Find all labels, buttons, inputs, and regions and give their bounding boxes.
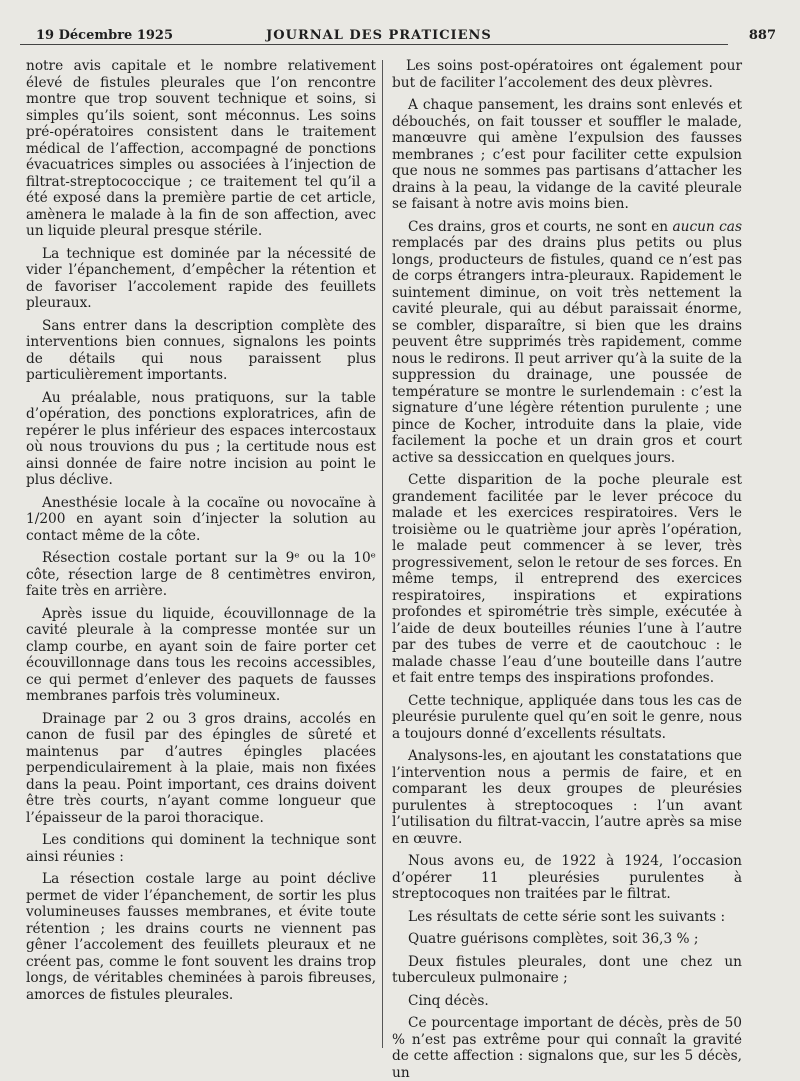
- header-rule: [20, 44, 728, 45]
- paragraph: Les soins post-opératoires ont également pour but de faciliter l’accolement des deux plèvres.: [392, 58, 742, 91]
- results-item: Quatre guérisons complètes, soit 36,3 % ;: [408, 931, 699, 947]
- header-page-number: 887: [748, 28, 776, 43]
- paragraph: notre avis capitale et le nombre relativement élevé de fistules pleurales que l’on rencontre montre que trop souvent technique et soins, si simples qu’ils soient, sont méconnus. Les soins pré-opératoires consistent dans le traitement médical de l’affection, accompagné de ponctions évacuatrices simples ou associées à l’injection de filtrat-streptococcique ; ce traitement tel qu’il a été exposé dans la première partie de cet article, amènera le malade à la fin de son affection, avec un liquide pleural presque stérile.: [26, 58, 376, 239]
- paragraph: Au préalable, nous pratiquons, sur la table d’opération, des ponctions exploratrices, afin de repérer le plus inférieur des espaces intercostaux où nous trouvions du pus ; la certitude nous est ainsi donnée de faire notre incision au point le plus déclive.: [26, 389, 376, 488]
- paragraph: Cette technique, appliquée dans tous les cas de pleurésie purulente quel qu’en soit le genre, nous a toujours donné d’excellents résultats.: [392, 692, 742, 742]
- italic-emphasis: aucun cas: [672, 218, 742, 235]
- paragraph: Les résultats de cette série sont les suivants :: [408, 908, 726, 925]
- text-run: Ces drains, gros et courts, ne sont en: [408, 218, 669, 235]
- results-item: Deux fistules pleurales, dont une chez un tuberculeux pulmonaire ;: [392, 953, 742, 986]
- header-journal-title: JOURNAL DES PRATICIENS: [266, 28, 492, 43]
- paragraph: La résection costale large au point déclive permet de vider l’épanchement, de sortir les plus volumineuses fausses membranes, et évite toute rétention ; les drains courts ne viennent pas gêner l’accolement des feuillets pleuraux et ne créent pas, comme le font souvent les drains trop longs, de véritables cheminées à parois fibreuses, amorces de fistules pleurales.: [26, 871, 376, 1003]
- paragraph: Après issue du liquide, écouvillonnage de la cavité pleurale à la compresse montée sur un clamp courbe, en ayant soin de faire porter cet écouvillonnage dans tous les recoins accessibles, ce qui permet d’enlever des paquets de fausses membranes parfois très volumineux.: [26, 605, 376, 704]
- paragraph: Ce pourcentage important de décès, près de 50 % n’est pas extrême pour qui connaît la gravité de cette affection : signalons que, sur les 5 décès, un: [392, 1015, 742, 1081]
- paragraph: Cette disparition de la poche pleurale est grandement facilitée par le lever précoce du malade et les exercices respiratoires. Vers le troisième ou le quatrième jour après l’opération, le malade peut commencer à se lever, très progressivement, selon le retour de ses forces. En même temps, il entreprend des exercices respiratoires, inspirations et expirations profondes et spirométrie très simple, exécutée à l’aide de deux bouteilles réunies l’une à l’autre par des tubes de verre et de caoutchouc : le malade chasse l’eau d’une bouteille dans l’autre et fait entre temps des inspirations profondes.: [392, 472, 742, 686]
- column-divider: [382, 60, 383, 1048]
- running-header: [30, 24, 776, 44]
- paragraph: Sans entrer dans la description complète des interventions bien connues, signalons les points de détails qui nous paraissent plus particulièrement importants.: [26, 317, 376, 383]
- paragraph: Anesthésie locale à la cocaïne ou novocaïne à 1/200 en ayant soin d’injecter la solution au contact même de la côte.: [26, 494, 376, 544]
- header-date: 19 Décembre 1925: [36, 28, 174, 43]
- results-item: Cinq décès.: [408, 992, 489, 1009]
- paragraph-drains: [392, 219, 742, 467]
- text-run: remplacés par des drains plus petits ou plus longs, producteurs de fistules, quand ce n’est pas de corps étrangers intra-pleuraux. Rapidement le suintement diminue, on voit très nettement la cavité pleurale, qui au début paraissait énorme, se combler, disparaître, si bien que les drains peuvent être supprimés très rapidement, comme nous le redirons. Il peut arriver qu’à la suite de la suppression du drainage, une poussée de température se montre le surlendemain : c’est la signature d’une légère rétention purulente ; une pince de Kocher, introduite dans la plaie, vide facilement la poche et un drain gros et court active sa dessiccation en quelques jours.: [392, 235, 742, 466]
- paragraph: A chaque pansement, les drains sont enlevés et débouchés, on fait tousser et souffler le malade, manœuvre qui amène l’expulsion des fausses membranes ; c’est pour faciliter cette expulsion que nous ne sommes pas partisans d’attacher les drains à la peau, la vidange de la cavité pleurale se faisant à notre avis moins bien.: [392, 97, 742, 212]
- paragraph: Analysons-les, en ajoutant les constatations que l’intervention nous a permis de faire, et en comparant les deux groupes de pleurésies purulentes à streptocoques : l’un avant l’utilisation du filtrat-vaccin, l’autre après sa mise en œuvre.: [392, 748, 742, 847]
- right-column: [392, 58, 742, 1081]
- left-column: [26, 58, 376, 1048]
- paragraph: Résection costale portant sur la 9ᵉ ou la 10ᵉ côte, résection large de 8 centimètres environ, faite très en arrière.: [26, 550, 376, 599]
- paragraph: Nous avons eu, de 1922 à 1924, l’occasion d’opérer 11 pleurésies purulentes à streptocoques non traitées par le filtrat.: [392, 853, 742, 902]
- paragraph: Les conditions qui dominent la technique sont ainsi réunies :: [26, 832, 376, 865]
- paragraph: Drainage par 2 ou 3 gros drains, accolés en canon de fusil par des épingles de sûreté et maintenus par d’autres épingles placées perpendiculairement à la plaie, mais non fixées dans la peau. Point important, ces drains doivent être très courts, n’ayant comme longueur que l’épaisseur de la paroi thoracique.: [26, 710, 376, 826]
- paragraph: La technique est dominée par la nécessité de vider l’épanchement, d’empêcher la rétention et de favoriser l’accolement rapide des feuillets pleuraux.: [26, 245, 376, 311]
